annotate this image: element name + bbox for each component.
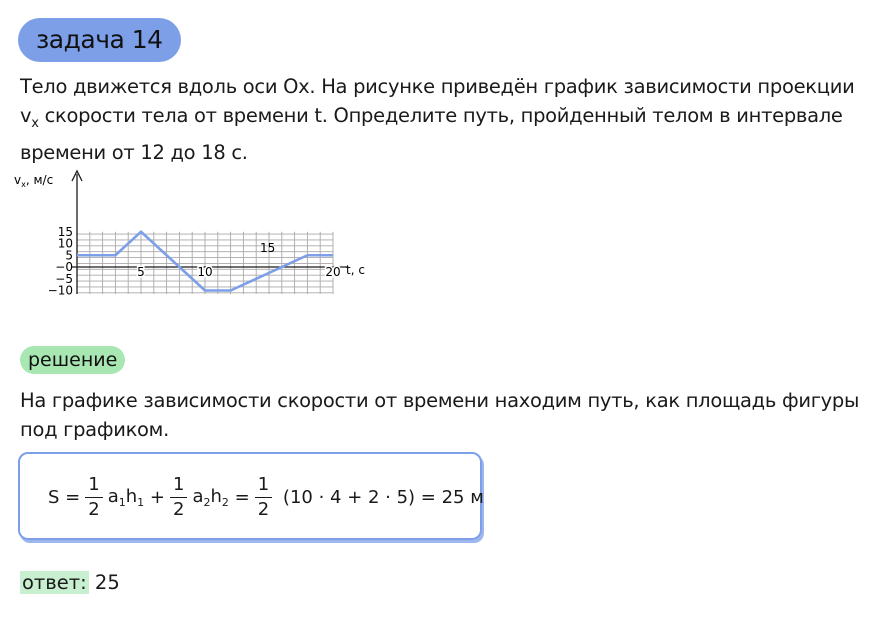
fraction-2: $\frac{1}{2}$ [170, 473, 187, 522]
term-a1h1: $a_1h_1$ [107, 485, 145, 509]
answer [20, 570, 120, 596]
formula-plus: + [149, 486, 165, 508]
formula-box [18, 452, 482, 540]
problem-text-part2: скорости тела от времени t. Определите путь, пройденный телом в интервале времени от 12 до 18 с. [20, 104, 843, 164]
y-tick-label: −10 [47, 283, 73, 298]
graph-grid [77, 232, 333, 294]
x-tick-label: 20 [325, 265, 341, 279]
formula-expression: (10 · 4 + 2 · 5) = 25 м [282, 486, 484, 508]
y-tick-label: 5 [65, 248, 73, 263]
problem-text-part1: Тело движется вдоль оси Ox. На рисунке приведён график зависимости проекции v [20, 75, 855, 127]
y-tick-label: −5 [55, 271, 73, 286]
x-tick-label: 5 [137, 265, 145, 279]
task-badge: задача 14 [18, 18, 181, 62]
velocity-graph [14, 166, 374, 316]
formula-eq-1: = [65, 486, 81, 508]
formula-s: S [48, 486, 60, 508]
answer-label: ответ: [22, 571, 87, 594]
x-axis-label: t, с [346, 263, 365, 277]
answer-value: 25 [94, 571, 120, 594]
inner-label: 15 [260, 241, 276, 255]
y-tick-label: 10 [57, 236, 73, 251]
y-axis-label: $v_x$, м/с [14, 173, 54, 189]
fraction-3: $\frac{1}{2}$ [255, 473, 272, 522]
solution-text: На графике зависимости скорости от времени находим путь, как площадь фигуры под графиком. [20, 389, 860, 441]
x-tick-label: 10 [197, 265, 213, 279]
formula-eq-2: = [234, 486, 250, 508]
solution-badge: решение [20, 346, 125, 374]
problem-text [20, 72, 860, 167]
y-tick-label: −0 [55, 260, 73, 274]
formula [48, 466, 484, 528]
y-tick-labels [48, 225, 73, 298]
term-a2h2: $a_2h_2$ [192, 485, 229, 509]
y-tick-label: 15 [57, 224, 73, 239]
problem-subscript: x [31, 115, 39, 131]
fraction-1: $\frac{1}{2}$ [85, 473, 102, 522]
